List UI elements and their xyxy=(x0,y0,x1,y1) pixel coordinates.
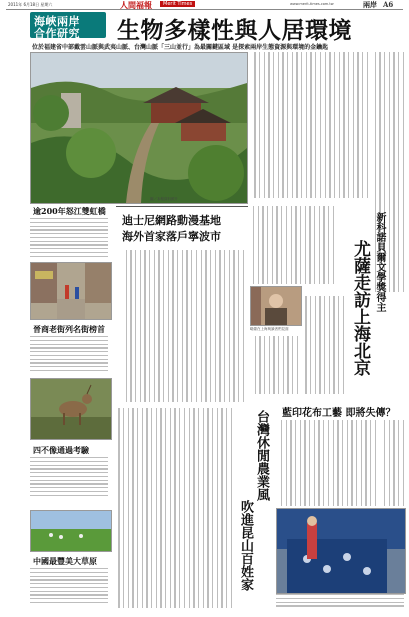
newspaper-logo: 人間福報 xyxy=(120,0,152,10)
section-name: 兩岸 xyxy=(363,0,377,9)
masthead-url: www.merit-times.com.tw xyxy=(290,2,334,6)
nobel-photo-caption: 略薩在上海與讀者們見面 xyxy=(250,327,289,331)
sidebar-title-4: 中國最豐美大草原 xyxy=(33,556,97,566)
indigo-title: 藍印花布工藝 即將失傳？ xyxy=(282,408,396,419)
main-article-text xyxy=(250,52,368,198)
disney-title-line2: 海外首家落戶寧波市 xyxy=(122,230,221,243)
sidebar-photo-street xyxy=(30,262,112,320)
masthead-bar xyxy=(6,2,403,10)
main-headline: 生物多樣性與人居環境 xyxy=(117,17,352,44)
indigo-article-text-right xyxy=(380,420,404,506)
sidebar-title-2: 晉商老街列名街榜首 xyxy=(33,324,105,334)
masthead-date: 2011年 6月18日 星期六 xyxy=(8,2,53,7)
main-photo xyxy=(30,52,248,204)
page-number: A6 xyxy=(383,0,394,9)
nobel-kicker: 新科諾貝爾文學獎得主 xyxy=(374,212,385,312)
indigo-photo xyxy=(276,508,406,594)
taiwan-title-2: 吹進昆山百姓家 xyxy=(238,500,253,591)
nobel-article-text-bottom xyxy=(250,336,298,394)
indigo-caption-text xyxy=(276,594,404,610)
sidebar-text-3 xyxy=(30,457,108,503)
nobel-article-text-top xyxy=(250,206,334,284)
sidebar-text-1 xyxy=(30,218,108,260)
sidebar-text-2 xyxy=(30,336,108,376)
main-subhead: 位於福建省中部戴雲山脈與武夷山脈、台灣山脈「三山並行」為最關鍵區域 是探索兩岸生態資源與環境的金鑰匙 xyxy=(32,44,329,51)
nobel-photo xyxy=(250,286,302,326)
indigo-article-text xyxy=(276,420,376,506)
disney-title-line1: 迪士尼網路動漫基地 xyxy=(122,214,221,227)
sidebar-title-1: 逾200年怒江雙虹橋 xyxy=(33,206,106,216)
sidebar-photo-deer xyxy=(30,378,112,440)
sidebar-photo-grassland xyxy=(30,510,112,552)
column-tag-line2: 合作研究 xyxy=(34,27,80,40)
disney-article-text xyxy=(122,250,244,402)
taiwan-title-1: 台灣休閒農業風 xyxy=(254,410,269,501)
sidebar-text-4 xyxy=(30,568,108,608)
nobel-title: 尤薩走訪上海北京 xyxy=(350,240,370,376)
main-photo-credit: 圖／本報資料照片 xyxy=(150,197,178,201)
column-tag-line1: 海峽兩岸 xyxy=(34,15,80,28)
nobel-article-text-mid xyxy=(304,296,344,394)
sidebar-title-3: 四不像通過考驗 xyxy=(33,445,89,455)
taiwan-article-text xyxy=(116,408,232,608)
newspaper-logo-en: Merit Times xyxy=(160,1,195,7)
